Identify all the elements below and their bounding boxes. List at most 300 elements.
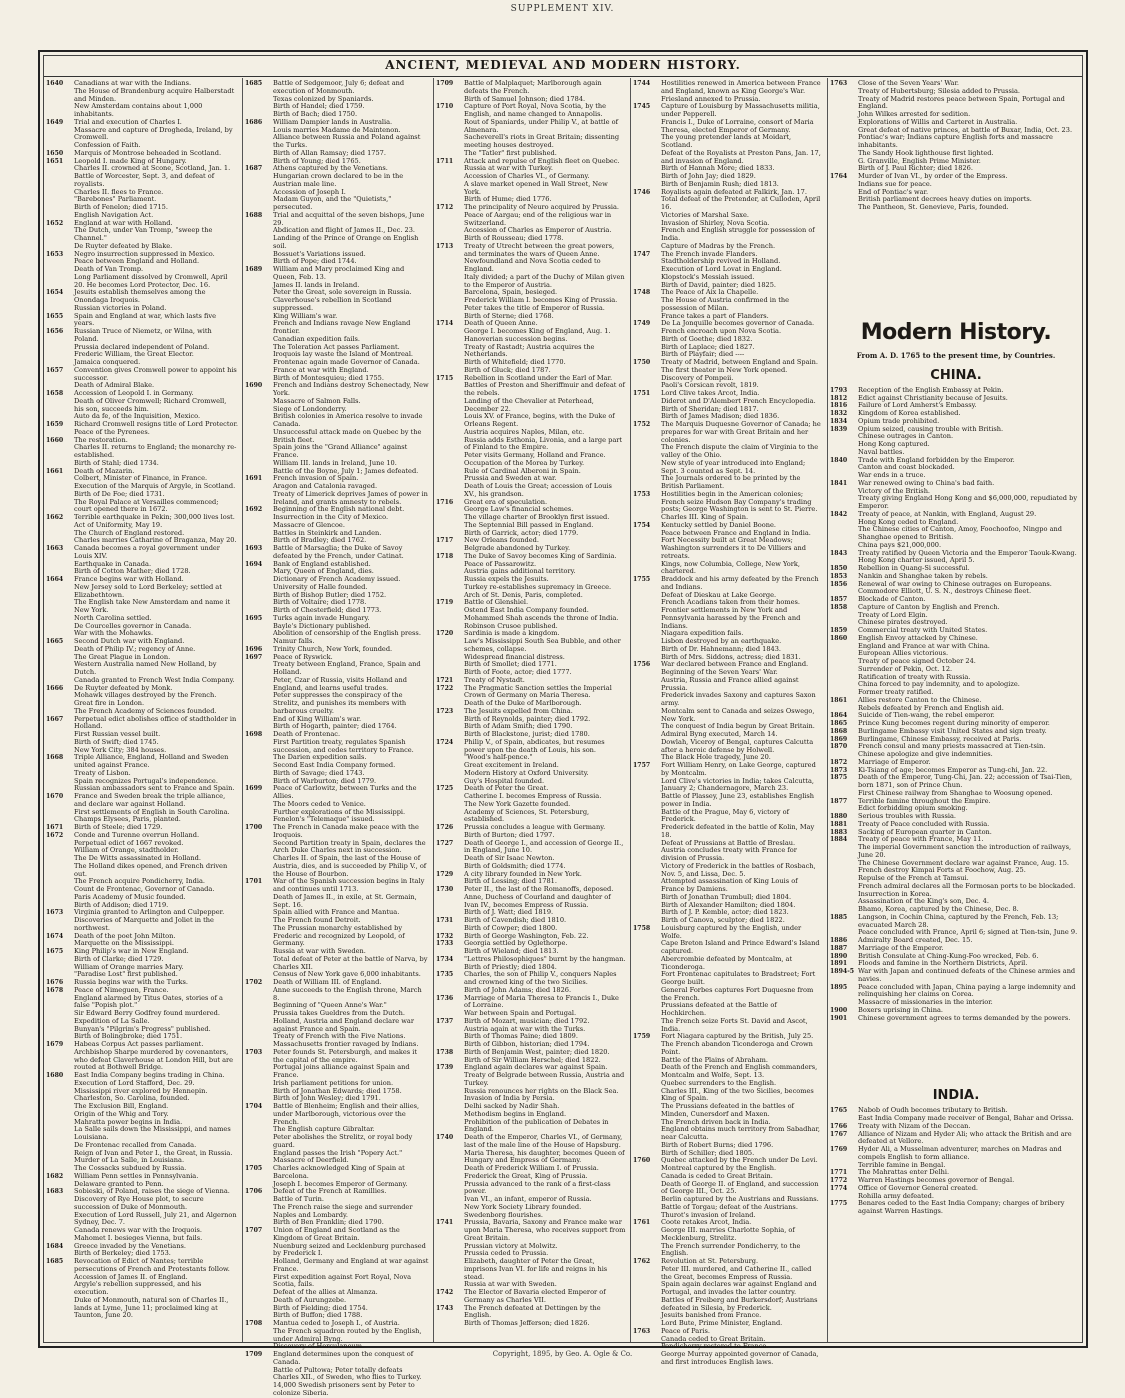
entry-text: The Moors ceded to Venice. xyxy=(273,799,366,808)
entry-year: 1671 xyxy=(46,824,64,831)
entry-text: Russian victories in Poland. xyxy=(74,303,167,312)
entry-text: Birth of Samuel Johnson; died 1784. xyxy=(464,94,586,103)
entry-text: Renewal of war owing to Chinese outrages on Europeans. xyxy=(858,579,1052,588)
entry-text: Death of Oliver Cromwell; Richard Cromwell, his son, succeeds him. xyxy=(74,396,227,413)
entry-text: England passes the Irish "Popery Act." xyxy=(273,1148,403,1157)
history-entry xyxy=(436,134,626,150)
entry-text: Long Parliament dissolved by Cromwell, April 20. He becomes Lord Protector, Dec. 16. xyxy=(74,272,228,289)
entry-year: 1699 xyxy=(245,785,263,793)
entry-year: 1873 xyxy=(830,766,848,774)
entry-text: Accession of Charles as Emperor of Austria. xyxy=(464,226,612,235)
history-entry xyxy=(436,181,626,197)
history-entry xyxy=(830,526,1082,542)
entry-text: Treaty of Utrecht between the great powers, and terminates the wars of Queen Anne. xyxy=(464,241,615,258)
entry-text: Massacre of Deerfield. xyxy=(273,1156,349,1165)
entry-text: Birth of John Wesley; died 1791. xyxy=(273,1094,381,1103)
history-entry xyxy=(436,274,626,290)
entry-text: The Sandy Hook lighthouse first lighted. xyxy=(858,148,994,157)
entry-text: Birth of Robert Burns; died 1796. xyxy=(661,1140,774,1149)
history-entry xyxy=(633,1243,823,1259)
history-entry xyxy=(245,661,429,677)
history-entry xyxy=(436,1072,626,1088)
history-entry xyxy=(436,1289,626,1305)
entry-text: Maria Theresa, his daughter, becomes Queen of Hungary and Empress of Germany. xyxy=(464,1148,625,1165)
entry-text: Insurrection in Korea. xyxy=(858,889,932,898)
entry-text: Abdication and flight of James II., Dec. 23. xyxy=(273,226,415,235)
entry-text: Birth of Jonathan Edwards; died 1758. xyxy=(273,1086,402,1095)
entry-text: G. Granville, English Prime Minister. xyxy=(858,156,981,165)
entry-text: Trial and acquittal of the seven bishops, June 29. xyxy=(273,210,425,227)
entry-text: Birth of Garrick, actor; died 1779. xyxy=(464,528,579,537)
entry-text: Charles II. returns to England; the monarchy re-established. xyxy=(74,443,237,459)
entry-text: "Wood's half-pence." xyxy=(464,753,533,762)
entry-text: The conquest of India begun by Great Britain. xyxy=(661,722,815,731)
entry-text: Francis I., Duke of Lorraine, consort of Maria Theresa, elected Emperor of Germany. xyxy=(661,117,814,134)
entry-text: Newfoundland and Nova Scotia ceded to England. xyxy=(464,257,601,273)
history-entry xyxy=(633,692,823,708)
column-5-top-entries xyxy=(830,80,1082,212)
history-entry xyxy=(633,1103,823,1119)
entry-text: Anne succeeds to the English throne, March 8. xyxy=(273,985,422,1002)
entry-text: Law's Mississippi South Sea Bubble, and other schemes, collapse. xyxy=(464,637,621,653)
entry-year: 1689 xyxy=(245,266,263,273)
entry-text: Prussia ceded to Prussia. xyxy=(464,1249,549,1258)
entry-text: Philip V., of Spain, abdicates, but resumes power upon the death of Louis, his son. xyxy=(464,737,605,754)
entry-text: England at war with Holland. xyxy=(74,218,173,227)
entry-text: Rebels defeated by French and English aid. xyxy=(858,703,1004,712)
entry-text: The imperial Government sanction the introduction of railways, June 20. xyxy=(858,843,1072,859)
history-entry xyxy=(245,382,429,398)
entry-text: War of the Spanish succession begins in Italy and continues until 1713. xyxy=(273,877,425,893)
entry-text: Massacre of missionaries in the interior. xyxy=(858,998,993,1006)
entry-text: Birth of Ben Franklin; died 1790. xyxy=(273,1218,384,1227)
entry-text: Murder of Ivan VI., by order of the Empress. xyxy=(858,172,1008,180)
entry-text: Treaty of peace signed October 24. xyxy=(858,657,976,665)
entry-text: De Ruyter defeated by Blake. xyxy=(74,241,173,250)
entry-text: Sacking of European quarter in Canton. xyxy=(858,827,992,836)
history-entry xyxy=(245,824,429,840)
entry-text: Birth of John Jay; died 1829. xyxy=(661,172,756,180)
india-entries xyxy=(830,1107,1082,1216)
entry-text: The Toleration Act passes Parliament. xyxy=(273,342,400,351)
entry-text: Battle of the Boyne, July 1; James defeated. xyxy=(273,466,419,475)
entry-text: Quebec attacked by the French under De Levi. xyxy=(661,1156,818,1165)
entry-year: 1688 xyxy=(245,211,263,219)
entry-text: Birth of Bishop Butler; died 1752. xyxy=(273,590,387,599)
history-entry xyxy=(436,1305,626,1321)
entry-year: 1738 xyxy=(436,1048,454,1056)
entry-text: Elizabeth, daughter of Peter the Great, imprisons Ivan VI. for life and reigns in his stead. xyxy=(464,1257,608,1281)
history-entry xyxy=(436,638,626,654)
entry-text: Total defeat of Peter at the battle of Narva, by Charles XII. xyxy=(273,954,428,971)
entry-text: Former treaty ratified. xyxy=(858,688,934,696)
entry-text: Charles II. flees to France. xyxy=(74,187,164,196)
entry-text: Habeas Corpus Act passes parliament. xyxy=(74,1040,204,1048)
entry-year: 1842 xyxy=(830,510,848,518)
entry-text: French and Indians ravage New England frontier. xyxy=(273,319,411,335)
entry-text: Mahratta power begins in India. xyxy=(74,1117,183,1126)
history-entry xyxy=(830,1200,1082,1216)
entry-text: Frontenac again made Governor of Canada. xyxy=(273,358,420,366)
entry-text: French encroach upon Nova Scotia. xyxy=(661,327,782,335)
entry-year: 1746 xyxy=(633,188,651,196)
entry-text: La Salle sails down the Mississippi, and names Louisiana. xyxy=(74,1125,231,1141)
entry-text: Birth of Gibbon, historian; died 1794. xyxy=(464,1040,590,1048)
entry-text: Birth of Cavendish; died 1810. xyxy=(464,916,567,924)
entry-text: Capture of Port Royal, Nova Scotia, by the English, and name changed to Annapolis. xyxy=(464,102,607,118)
entry-text: Battle of Pultowa; Peter totally defeats Charles XII., of Sweden, who flies to Turkey. xyxy=(273,1365,422,1382)
entry-text: King Philip's war in New England. xyxy=(74,947,189,955)
history-entry xyxy=(245,1064,429,1080)
entry-text: Birth of Young; died 1765. xyxy=(273,156,361,165)
entry-text: Birth of Priestly; died 1804. xyxy=(464,962,557,971)
entry-text: Bossuet's Variations issued. xyxy=(273,249,366,258)
entry-year: 1758 xyxy=(633,924,651,932)
entry-year: 1763 xyxy=(830,80,848,87)
entry-text: Birth of Hume; died 1776. xyxy=(464,195,552,204)
entry-text: Richard Cromwell resigns title of Lord Protector. xyxy=(74,420,238,428)
entry-text: Birth of Jonathan Trumbull; died 1804. xyxy=(661,892,792,901)
entry-year: 1679 xyxy=(46,1041,64,1048)
entry-text: Birth of George Washington, Feb. 22. xyxy=(464,931,589,940)
entry-text: Frederick invades Saxony and captures Saxon army. xyxy=(661,691,816,707)
entry-year: 1655 xyxy=(46,312,64,320)
entry-text: The Pantheon, St. Genevieve, Paris, founded. xyxy=(858,203,1009,211)
entry-year: 1881 xyxy=(830,820,848,828)
history-entry xyxy=(633,1181,823,1197)
entry-text: Birth of Allan Ramsay; died 1757. xyxy=(273,148,386,157)
history-entry xyxy=(436,1119,626,1135)
entry-text: Niagara expedition fails. xyxy=(661,629,744,638)
entry-text: Friesland annexed to Prussia. xyxy=(661,94,761,103)
entry-text: Frederic William, the Great Elector. xyxy=(74,350,194,359)
entry-text: Treaty with Nizam of the Deccan. xyxy=(858,1121,971,1130)
entry-text: Treaty of peace, at Nankin, with England, August 29. xyxy=(858,509,1037,518)
history-entry xyxy=(633,878,823,894)
entry-text: Treaty of Madrid, between England and Spain. xyxy=(661,358,819,366)
entry-text: The Elector of Bavaria elected Emperor of Germany as Charles VII. xyxy=(464,1288,606,1304)
entry-text: Lord Clive takes Arcot, India. xyxy=(661,389,760,397)
entry-text: Sobieski, of Poland, raises the siege of Vienna. xyxy=(74,1187,230,1196)
entry-text: Occupation of the Morea by Turkey. xyxy=(464,458,585,467)
entry-text: Revocation of Edict of Nantes; terrible persecutions of French and Protestants follow. xyxy=(74,1257,230,1273)
entry-text: The village charter of Brooklyn first issued. xyxy=(464,513,610,521)
entry-year: 1717 xyxy=(436,537,454,545)
history-entry xyxy=(436,1219,626,1242)
entry-year: 1706 xyxy=(245,1188,263,1196)
history-entry xyxy=(830,96,1082,112)
entry-text: Marquette on the Mississippi. xyxy=(74,939,174,948)
entry-text: Turks again invade Hungary. xyxy=(273,613,370,622)
entry-text: Canada ceded to Great Britain. xyxy=(661,1334,766,1343)
entry-text: Invasion of Shirley, Nova Scotia. xyxy=(661,218,770,227)
entry-year: 1734 xyxy=(436,955,454,963)
entry-year: 1705 xyxy=(245,1165,263,1172)
entry-text: Treaty of Limerick deprives James of power in Ireland, and grants amnesty to rebels. xyxy=(273,489,428,506)
entry-year: 1660 xyxy=(46,436,64,444)
history-entry xyxy=(245,1227,429,1243)
entry-text: Victories of Marshal Saxe. xyxy=(661,210,749,219)
entry-text: France takes a part of Flanders. xyxy=(661,311,769,320)
entry-text: Birth of John Adams; died 1826. xyxy=(464,985,572,994)
entry-text: Birth of Montesquieu; died 1755. xyxy=(273,373,384,382)
entry-text: Widespread financial distress. xyxy=(464,652,565,661)
entry-year: 1761 xyxy=(633,1219,651,1227)
entry-text: Suicide of Tien-wang, the rebel emperor. xyxy=(858,711,995,720)
entry-text: China forced to pay indemnity, and to apologize. xyxy=(858,680,1020,689)
entry-year: 1650 xyxy=(46,149,64,157)
entry-text: Portugal joins alliance against Spain and France. xyxy=(273,1063,410,1079)
entry-text: Birth of Schiller; died 1805. xyxy=(661,1148,755,1157)
history-entry xyxy=(46,289,238,305)
entry-text: Mohawk villages destroyed by the French. xyxy=(74,691,217,700)
entry-text: Birth of Thomas Paine; died 1809. xyxy=(464,1032,578,1041)
entry-text: Braddock and his army defeated by the French and Indians. xyxy=(661,575,819,591)
entry-year: 1710 xyxy=(436,103,454,111)
entry-text: Hungarian crown declared to be in the Austrian male line. xyxy=(273,172,404,188)
entry-text: Birth of Addison; died 1719. xyxy=(74,900,169,909)
entry-text: Prince Kung becomes regent during minority of emperor. xyxy=(858,719,1050,727)
history-entry xyxy=(436,1134,626,1150)
entry-text: Allies restore Canton to the Chinese. xyxy=(858,695,982,704)
entry-year: 1883 xyxy=(830,828,848,836)
entry-text: England obtains much territory from Sabadhar, near Calcutta. xyxy=(661,1125,821,1141)
entry-text: Joseph I. becomes Emperor of Germany. xyxy=(273,1179,408,1188)
entry-year: 1765 xyxy=(830,1107,848,1115)
entry-year: 1812 xyxy=(830,394,848,402)
entry-text: Death of Frontenac. xyxy=(273,730,341,738)
history-entry xyxy=(436,809,626,825)
entry-text: British parliament decrees heavy duties on imports. xyxy=(858,195,1032,204)
entry-text: Royalists again defeated at Falkirk, Jan. 17. xyxy=(661,187,807,196)
entry-text: Chinese apologize and give indemnities. xyxy=(858,750,993,758)
entry-text: Methodism begins in England. xyxy=(464,1109,567,1118)
entry-text: Death of Sir Isaac Newton. xyxy=(464,854,555,862)
entry-text: The Chinese Government declare war against France, Aug. 15. xyxy=(858,858,1069,867)
history-entry xyxy=(436,971,626,987)
entry-text: Canadian expedition fails. xyxy=(273,334,360,343)
history-entry xyxy=(436,398,626,414)
entry-text: Explorations of Willis and Carteret in Australia. xyxy=(858,117,1018,126)
entry-year: 1654 xyxy=(46,289,64,297)
entry-text: Discovery of Pompeii. xyxy=(661,373,734,382)
history-entry xyxy=(633,196,823,212)
entry-text: Peter founds St. Petersburgh, and makes it the capital of the empire. xyxy=(273,1047,418,1064)
history-entry xyxy=(436,1258,626,1281)
entry-text: Hong Kong charter issued, April 5. xyxy=(858,556,975,565)
entry-text: Louisburg captured by the English, under Wolfe. xyxy=(661,923,802,940)
entry-text: Birth of Cowper; died 1800. xyxy=(464,923,558,932)
history-entry xyxy=(46,716,238,732)
entry-year: 1704 xyxy=(245,1103,263,1110)
entry-text: Battle of the Plains of Abraham. xyxy=(661,1055,768,1064)
entry-text: Russia at war with Turkey. xyxy=(464,164,553,173)
entry-text: Charles marries Catharine of Braganza, May 20. xyxy=(74,536,237,545)
entry-year: 1659 xyxy=(46,421,64,428)
entry-year: 1651 xyxy=(46,157,64,165)
entry-text: Death of Mazarin. xyxy=(74,466,135,475)
entry-text: Prohibition of the publication of Debates in England. xyxy=(464,1117,609,1134)
entry-text: Prussia, Bavaria, Saxony and France make war upon Maria Theresa, who receives support from Great Britain. xyxy=(464,1218,626,1242)
entry-text: Warren Hastings becomes governor of Bengal. xyxy=(858,1176,1015,1184)
entry-text: The French squadron routed by the English, under Admiral Byng. xyxy=(273,1326,422,1343)
entry-text: Death of Van Tromp. xyxy=(74,265,144,273)
history-entry xyxy=(830,968,1082,984)
entry-text: Frontier settlements in New York and Pennsylvania harassed by the French and Indians. xyxy=(661,606,801,630)
entry-year: 1850 xyxy=(830,565,848,572)
history-entry xyxy=(633,762,823,778)
history-entry xyxy=(830,1015,1082,1023)
entry-text: Peace between France and England in India. xyxy=(661,528,811,537)
entry-text: Birth of Whitefield; died 1770. xyxy=(464,358,566,366)
entry-year: 1691 xyxy=(245,475,263,483)
entry-text: Death of Aurungzebe. xyxy=(273,1295,347,1304)
entry-text: Death of the poet John Milton. xyxy=(74,931,176,940)
history-entry xyxy=(436,119,626,135)
entry-text: Birth of Mozart, musician; died 1792. xyxy=(464,1016,590,1025)
entry-text: Battle of the Prague, May 6, victory of Frederick. xyxy=(661,807,790,824)
entry-text: The Journals ordered to be printed by the British Parliament. xyxy=(661,474,801,490)
history-entry xyxy=(830,1131,1082,1147)
history-entry xyxy=(245,1049,429,1065)
entry-year: 1673 xyxy=(46,909,64,917)
entry-text: Accession of Leopold I. in Germany. xyxy=(74,389,194,397)
entry-text: Holland, Germany and England at war against France. xyxy=(273,1257,429,1273)
entry-text: France at war with England. xyxy=(273,365,369,374)
entry-year: 1700 xyxy=(245,824,263,831)
history-entry xyxy=(245,429,429,445)
entry-text: French destroy Kimpai Forts at Foochow, Aug. 25. xyxy=(858,866,1026,875)
entry-text: French and Indians destroy Schenectady, New York. xyxy=(273,381,429,397)
entry-text: Diderot and D'Alembert French Encyclopedia. xyxy=(661,396,816,405)
entry-text: The Jesuits expelled from China. xyxy=(464,706,573,715)
entry-year: 1891 xyxy=(830,960,848,968)
entry-text: Chinese outrages in Canton. xyxy=(858,432,954,441)
history-entry xyxy=(46,127,238,143)
entry-text: Second Partition treaty in Spain, declares the Arch Duke Charles next in succession. xyxy=(273,838,426,855)
entry-text: Greece invaded by the Venetians. xyxy=(74,1241,186,1250)
entry-text: Blockade of Canton. xyxy=(858,595,926,603)
entry-text: Birth of Benjamin Rush; died 1813. xyxy=(661,179,779,188)
history-entry xyxy=(245,1204,429,1220)
entry-text: Birth of Alexander Hamilton; died 1804. xyxy=(661,900,796,909)
history-entry xyxy=(830,134,1082,150)
entry-text: Peter, Czar of Russia, visits Holland and England, and learns useful trades. xyxy=(273,675,407,692)
entry-text: George III. marries Charlotte Sophia, of Mecklenburg, Strelitz. xyxy=(661,1226,795,1242)
entry-text: Census of New York gave 6,000 inhabitants. xyxy=(273,970,421,979)
entry-text: Lord Bute, Prime Minister, England. xyxy=(661,1319,783,1327)
entry-text: Close of the Seven Years' War. xyxy=(858,79,960,87)
entry-text: Kingdom of Korea established. xyxy=(858,409,961,417)
entry-year: 1880 xyxy=(830,813,848,820)
entry-text: Capture of Canton by English and French. xyxy=(858,602,1000,611)
history-entry xyxy=(633,119,823,135)
entry-text: New York Society Library founded. xyxy=(464,1202,582,1211)
history-entry xyxy=(436,739,626,755)
history-entry xyxy=(633,824,823,840)
column-2 xyxy=(243,78,434,1397)
entry-year: 1877 xyxy=(830,797,848,805)
history-entry xyxy=(46,499,238,515)
entry-text: New Jersey sold to Lord Berkeley; settled at Elizabethtown. xyxy=(74,582,222,599)
entry-text: Alliance of Nizam and Hyder Ali; who attack the British and are defeated at Vellore. xyxy=(858,1129,1072,1146)
history-entry xyxy=(436,437,626,453)
history-entry xyxy=(245,444,429,460)
history-entry xyxy=(46,173,238,189)
entry-text: Russia at war with Sweden. xyxy=(273,947,366,955)
entry-text: Argyle's rebellion suppressed, and his execution. xyxy=(74,1280,202,1296)
entry-text: The young pretender lands at Moidart, Scotland. xyxy=(661,133,792,149)
entry-text: Catherine I. becomes Empress of Russia. xyxy=(464,792,602,800)
entry-year: 1755 xyxy=(633,576,651,583)
entry-text: Death of George II. of England, and succession of George III., Oct. 25. xyxy=(661,1179,819,1196)
entry-text: Treaty of Nystadt. xyxy=(464,675,525,684)
entry-text: Bayle's Dictionary published. xyxy=(273,621,371,630)
entry-text: Birth of Bradley; died 1762. xyxy=(273,536,367,545)
entry-text: The House of Austria confirmed in the possession of Milan. xyxy=(661,296,790,312)
entry-text: Treaty of Lord Elgin. xyxy=(858,610,928,619)
entry-year: 1725 xyxy=(436,785,454,793)
history-entry xyxy=(633,475,823,491)
entry-text: Canton and coast blockaded. xyxy=(858,463,955,472)
entry-text: Charles II. of Spain, the last of the House of Austria, dies, and is succeeded by Philip V., of the House of Bourbon. xyxy=(273,854,427,878)
entry-text: Treaty of Peace concluded with Russia. xyxy=(858,819,990,828)
entry-text: War with Japan and continued defeats of the Chinese armies and navies. xyxy=(858,967,1076,983)
history-entry xyxy=(633,971,823,987)
entry-text: Belgrade abandoned by Turkey. xyxy=(464,544,571,552)
history-entry xyxy=(633,847,823,863)
entry-text: Naval battles. xyxy=(858,447,905,456)
entry-text: Aragon and Catalonia ravaged. xyxy=(273,482,378,490)
history-entry xyxy=(436,685,626,701)
entry-text: De Frontenac recalled from Canada. xyxy=(74,1140,197,1149)
entry-text: Austria acquires Naples, Milan, etc. xyxy=(464,427,585,436)
history-entry xyxy=(830,984,1082,1000)
entry-text: The English capture Gibraltar. xyxy=(273,1125,375,1134)
entry-text: Peter II., the last of the Romanoffs, deposed. xyxy=(464,885,614,893)
history-entry xyxy=(46,545,238,561)
entry-text: Benares ceded to the East India Company; charges of bribery against Warren Hastings. xyxy=(858,1199,1065,1215)
entry-text: Anne, Duchess of Courland and daughter of Ivan IV., becomes Empress of Russia. xyxy=(464,892,611,909)
history-entry xyxy=(633,576,823,592)
entry-text: Battle of Torgau; defeat of the Austrians. xyxy=(661,1202,798,1211)
history-entry xyxy=(245,212,429,228)
history-entry xyxy=(633,460,823,476)
entry-text: Defeat of Dieskau at Lake George. xyxy=(661,590,777,599)
entry-text: Academy of Sciences, St. Petersburg, established. xyxy=(464,807,590,824)
entry-text: Hostilities renewed in America between France and England, known as King George's War. xyxy=(661,79,821,95)
spacer xyxy=(830,1022,1082,1082)
entry-text: William of Orange, stadtholder. xyxy=(74,846,179,855)
entry-year: 1766 xyxy=(830,1122,848,1130)
entry-text: Kings, now Columbia, College, New York, chartered. xyxy=(661,559,800,576)
entry-year: 1840 xyxy=(830,456,848,464)
entry-text: Thurot's invasion of Ireland. xyxy=(661,1210,756,1219)
entry-year: 1726 xyxy=(436,824,454,831)
entry-text: Admiralty Board created, Dec. 15. xyxy=(858,936,973,944)
history-entry xyxy=(633,150,823,166)
entry-year: 1736 xyxy=(436,994,454,1002)
history-entry xyxy=(436,212,626,228)
entry-year: 1875 xyxy=(830,774,848,782)
entry-text: Further explorations of the Mississippi. xyxy=(273,807,406,816)
entry-year: 1674 xyxy=(46,932,64,940)
entry-text: William Dampier lands in Australia. xyxy=(273,117,393,126)
entry-text: Birth of Bolingbroke; died 1751. xyxy=(74,1032,183,1041)
history-entry xyxy=(830,204,1082,212)
history-entry xyxy=(436,995,626,1011)
entry-text: Birth of Blackstone, jurist; died 1780. xyxy=(464,730,590,738)
